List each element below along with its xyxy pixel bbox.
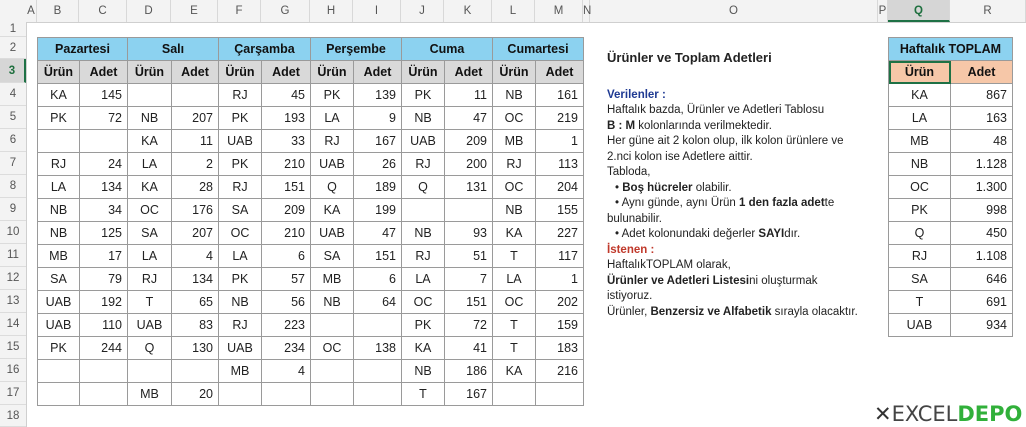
product-cell[interactable]: UAB: [38, 291, 80, 314]
product-cell[interactable]: OC: [493, 291, 536, 314]
product-cell[interactable]: PK: [402, 84, 445, 107]
product-cell[interactable]: MB: [493, 130, 536, 153]
quantity-cell[interactable]: 202: [536, 291, 584, 314]
quantity-cell[interactable]: 130: [172, 337, 219, 360]
quantity-cell[interactable]: 11: [172, 130, 219, 153]
quantity-cell[interactable]: 200: [445, 153, 493, 176]
product-cell[interactable]: LA: [493, 268, 536, 291]
quantity-cell[interactable]: 167: [354, 130, 402, 153]
product-cell[interactable]: T: [402, 383, 445, 406]
note-line: 2.nci kolon ise Adetlere aittir.: [607, 150, 753, 163]
product-cell[interactable]: NB: [219, 291, 262, 314]
column-header-k[interactable]: K: [444, 0, 492, 22]
row-header-13[interactable]: 13: [0, 290, 26, 313]
instructions-panel: [607, 50, 877, 320]
row-header-7[interactable]: 7: [0, 152, 26, 175]
quantity-cell[interactable]: 192: [80, 291, 128, 314]
column-header-o[interactable]: O: [590, 0, 878, 22]
row-header-9[interactable]: 9: [0, 198, 26, 221]
product-cell[interactable]: NB: [402, 360, 445, 383]
total-quantity-cell[interactable]: 163: [951, 107, 1013, 130]
product-cell[interactable]: [311, 360, 354, 383]
quantity-cell[interactable]: 20: [172, 383, 219, 406]
total-quantity-cell[interactable]: 450: [951, 222, 1013, 245]
row-header-bar: [0, 22, 27, 427]
column-header-g[interactable]: G: [261, 0, 310, 22]
adet-column-header[interactable]: Adet: [172, 61, 219, 84]
quantity-cell[interactable]: 1: [536, 130, 584, 153]
quantity-cell[interactable]: 4: [262, 360, 311, 383]
product-cell[interactable]: PK: [38, 107, 80, 130]
product-cell[interactable]: [493, 383, 536, 406]
product-cell[interactable]: RJ: [38, 153, 80, 176]
total-product-cell[interactable]: NB: [889, 153, 951, 176]
quantity-cell[interactable]: 56: [262, 291, 311, 314]
product-cell[interactable]: LA: [311, 107, 354, 130]
total-product-cell[interactable]: SA: [889, 268, 951, 291]
column-header-f[interactable]: F: [218, 0, 261, 22]
product-cell[interactable]: OC: [493, 107, 536, 130]
adet-column-header[interactable]: Adet: [262, 61, 311, 84]
quantity-cell[interactable]: 2: [172, 153, 219, 176]
given-label: Verilenler :: [607, 88, 666, 101]
total-quantity-cell[interactable]: 1.128: [951, 153, 1013, 176]
total-quantity-cell[interactable]: 691: [951, 291, 1013, 314]
table-row: [38, 199, 584, 222]
column-header-r[interactable]: R: [950, 0, 1026, 22]
product-cell[interactable]: UAB: [311, 222, 354, 245]
quantity-cell[interactable]: 234: [262, 337, 311, 360]
quantity-cell[interactable]: 113: [536, 153, 584, 176]
product-cell[interactable]: NB: [402, 222, 445, 245]
product-cell[interactable]: OC: [311, 337, 354, 360]
product-cell[interactable]: UAB: [128, 314, 172, 337]
product-cell[interactable]: T: [493, 337, 536, 360]
row-header-3[interactable]: 3: [0, 59, 26, 83]
product-cell[interactable]: MB: [311, 268, 354, 291]
total-quantity-cell[interactable]: 998: [951, 199, 1013, 222]
product-cell[interactable]: [402, 199, 445, 222]
quantity-cell[interactable]: [80, 130, 128, 153]
note-bullet: • Boş hücreler olabilir.: [615, 181, 732, 194]
quantity-cell[interactable]: 207: [172, 107, 219, 130]
quantity-cell[interactable]: 11: [445, 84, 493, 107]
product-cell[interactable]: OC: [402, 291, 445, 314]
column-header-d[interactable]: D: [127, 0, 171, 22]
column-header-l[interactable]: L: [492, 0, 535, 22]
product-cell[interactable]: KA: [128, 130, 172, 153]
product-cell[interactable]: UAB: [402, 130, 445, 153]
quantity-cell[interactable]: 209: [445, 130, 493, 153]
quantity-cell[interactable]: 134: [80, 176, 128, 199]
quantity-cell[interactable]: [80, 383, 128, 406]
total-quantity-cell[interactable]: 934: [951, 314, 1013, 337]
table-row: [38, 222, 584, 245]
quantity-cell[interactable]: 93: [445, 222, 493, 245]
quantity-cell[interactable]: 159: [536, 314, 584, 337]
total-row: [889, 268, 1013, 291]
note-line: Tabloda,: [607, 166, 651, 178]
quantity-cell[interactable]: 204: [536, 176, 584, 199]
row-header-4[interactable]: 4: [0, 83, 26, 106]
quantity-cell[interactable]: 134: [172, 268, 219, 291]
note-line: istiyoruz.: [607, 290, 653, 302]
table-row: [38, 268, 584, 291]
total-row: [889, 153, 1013, 176]
product-cell[interactable]: NB: [38, 199, 80, 222]
column-header-p[interactable]: P: [878, 0, 888, 22]
excel-depo-logo: [874, 402, 1022, 426]
total-product-cell[interactable]: KA: [889, 84, 951, 107]
quantity-cell[interactable]: 7: [445, 268, 493, 291]
product-cell[interactable]: RJ: [311, 130, 354, 153]
quantity-cell[interactable]: 83: [172, 314, 219, 337]
quantity-cell[interactable]: 193: [262, 107, 311, 130]
row-header-1[interactable]: 1: [0, 22, 26, 37]
urun-column-header[interactable]: Ürün: [128, 61, 172, 84]
quantity-cell[interactable]: [354, 314, 402, 337]
total-quantity-cell[interactable]: 48: [951, 130, 1013, 153]
row-header-5[interactable]: 5: [0, 106, 26, 129]
total-row: [889, 130, 1013, 153]
product-cell[interactable]: RJ: [402, 153, 445, 176]
product-cell[interactable]: UAB: [219, 130, 262, 153]
quantity-cell[interactable]: 41: [445, 337, 493, 360]
product-cell[interactable]: RJ: [493, 153, 536, 176]
row-header-11[interactable]: 11: [0, 244, 26, 267]
quantity-cell[interactable]: 6: [262, 245, 311, 268]
quantity-cell[interactable]: [536, 383, 584, 406]
total-row: [889, 291, 1013, 314]
quantity-cell[interactable]: 219: [536, 107, 584, 130]
table-row: [38, 314, 584, 337]
row-header-12[interactable]: 12: [0, 267, 26, 290]
column-header-j[interactable]: J: [401, 0, 444, 22]
product-cell[interactable]: KA: [402, 337, 445, 360]
product-cell[interactable]: UAB: [311, 153, 354, 176]
quantity-cell[interactable]: 51: [445, 245, 493, 268]
note-line: Her güne ait 2 kolon olup, ilk kolon ürünlere ve: [607, 135, 844, 147]
product-cell[interactable]: RJ: [219, 84, 262, 107]
quantity-cell[interactable]: 28: [172, 176, 219, 199]
quantity-cell[interactable]: 4: [172, 245, 219, 268]
table-row: [38, 176, 584, 199]
product-cell[interactable]: SA: [38, 268, 80, 291]
product-cell[interactable]: SA: [128, 222, 172, 245]
quantity-cell[interactable]: 79: [80, 268, 128, 291]
urun-column-header[interactable]: Ürün: [219, 61, 262, 84]
product-cell[interactable]: NB: [493, 84, 536, 107]
quantity-cell[interactable]: 47: [445, 107, 493, 130]
column-header-a[interactable]: A: [26, 0, 37, 22]
quantity-cell[interactable]: 110: [80, 314, 128, 337]
row-header-6[interactable]: 6: [0, 129, 26, 152]
product-cell[interactable]: NB: [493, 199, 536, 222]
quantity-cell[interactable]: 210: [262, 222, 311, 245]
product-cell[interactable]: Q: [311, 176, 354, 199]
quantity-cell[interactable]: [172, 360, 219, 383]
quantity-cell[interactable]: 145: [80, 84, 128, 107]
quantity-cell[interactable]: 151: [445, 291, 493, 314]
note-line: Haftalık bazda, Ürünler ve Adetleri Tablosu: [607, 104, 825, 116]
product-cell[interactable]: Q: [402, 176, 445, 199]
quantity-cell[interactable]: 131: [445, 176, 493, 199]
adet-column-header[interactable]: Adet: [80, 61, 128, 84]
column-header-h[interactable]: H: [310, 0, 353, 22]
asked-label: İstenen :: [607, 243, 655, 256]
note-bullet: • Adet kolonundaki değerler SAYIdır.: [615, 228, 801, 240]
product-cell[interactable]: UAB: [219, 337, 262, 360]
day-header[interactable]: Salı: [128, 38, 219, 61]
product-cell[interactable]: [311, 383, 354, 406]
row-header-14[interactable]: 14: [0, 313, 26, 336]
total-row: [889, 314, 1013, 337]
total-product-cell[interactable]: OC: [889, 176, 951, 199]
product-cell[interactable]: MB: [219, 360, 262, 383]
table-row: [38, 245, 584, 268]
adet-column-header[interactable]: Adet: [536, 61, 584, 84]
logo-excel-text: EXCEL: [891, 402, 958, 426]
product-cell[interactable]: T: [128, 291, 172, 314]
quantity-cell[interactable]: 183: [536, 337, 584, 360]
product-cell[interactable]: [128, 84, 172, 107]
note-line: HaftalıkTOPLAM olarak,: [607, 259, 731, 271]
product-cell[interactable]: LA: [128, 153, 172, 176]
day-header[interactable]: Pazartesi: [38, 38, 128, 61]
total-product-cell[interactable]: T: [889, 291, 951, 314]
adet-column-header[interactable]: Adet: [445, 61, 493, 84]
total-quantity-cell[interactable]: 867: [951, 84, 1013, 107]
product-cell[interactable]: SA: [219, 199, 262, 222]
product-cell[interactable]: LA: [402, 268, 445, 291]
notes-title: Ürünler ve Toplam Adetleri: [607, 50, 772, 65]
product-cell[interactable]: LA: [219, 245, 262, 268]
quantity-cell[interactable]: 125: [80, 222, 128, 245]
column-header-q[interactable]: Q: [888, 0, 950, 22]
day-header[interactable]: Cuma: [402, 38, 493, 61]
quantity-cell[interactable]: 138: [354, 337, 402, 360]
quantity-cell[interactable]: 6: [354, 268, 402, 291]
quantity-cell[interactable]: 47: [354, 222, 402, 245]
total-row: [889, 176, 1013, 199]
product-cell[interactable]: [219, 383, 262, 406]
product-cell[interactable]: T: [493, 314, 536, 337]
quantity-cell[interactable]: 199: [354, 199, 402, 222]
product-cell[interactable]: NB: [38, 222, 80, 245]
note-line: Ürünler, Benzersiz ve Alfabetik sırayla olacaktır.: [607, 305, 858, 318]
total-product-cell[interactable]: UAB: [889, 314, 951, 337]
product-cell[interactable]: PK: [402, 314, 445, 337]
product-cell[interactable]: [38, 360, 80, 383]
product-cell[interactable]: [311, 314, 354, 337]
row-header-16[interactable]: 16: [0, 359, 26, 382]
total-row: [889, 199, 1013, 222]
day-header[interactable]: Perşembe: [311, 38, 402, 61]
quantity-cell[interactable]: 34: [80, 199, 128, 222]
quantity-cell[interactable]: 24: [80, 153, 128, 176]
quantity-cell[interactable]: 1: [536, 268, 584, 291]
quantity-cell[interactable]: [172, 84, 219, 107]
total-product-cell[interactable]: Q: [889, 222, 951, 245]
note-line: bulunabilir.: [607, 212, 662, 225]
product-cell[interactable]: OC: [493, 176, 536, 199]
quantity-cell[interactable]: 227: [536, 222, 584, 245]
quantity-cell[interactable]: 176: [172, 199, 219, 222]
product-cell[interactable]: [128, 360, 172, 383]
table-row: [38, 360, 584, 383]
quantity-cell[interactable]: 72: [80, 107, 128, 130]
total-row: [889, 245, 1013, 268]
product-cell[interactable]: RJ: [128, 268, 172, 291]
product-cell[interactable]: LA: [38, 176, 80, 199]
total-row: [889, 107, 1013, 130]
total-product-cell[interactable]: RJ: [889, 245, 951, 268]
quantity-cell[interactable]: 244: [80, 337, 128, 360]
quantity-cell[interactable]: 155: [536, 199, 584, 222]
day-header[interactable]: Çarşamba: [219, 38, 311, 61]
total-adet-header[interactable]: Adet: [951, 61, 1013, 84]
product-cell[interactable]: MB: [38, 245, 80, 268]
product-cell[interactable]: Q: [128, 337, 172, 360]
product-cell[interactable]: PK: [219, 107, 262, 130]
column-header-b[interactable]: B: [37, 0, 79, 22]
total-urun-header[interactable]: Ürün: [889, 61, 951, 84]
row-header-10[interactable]: 10: [0, 221, 26, 244]
product-cell[interactable]: PK: [219, 268, 262, 291]
product-cell[interactable]: NB: [311, 291, 354, 314]
table-row: [38, 84, 584, 107]
row-header-8[interactable]: 8: [0, 175, 26, 198]
column-header-i[interactable]: I: [353, 0, 401, 22]
quantity-cell[interactable]: 57: [262, 268, 311, 291]
table-row: [38, 153, 584, 176]
column-header-bar: [0, 0, 1026, 23]
quantity-cell[interactable]: 117: [536, 245, 584, 268]
table-row: [38, 337, 584, 360]
day-header[interactable]: Cumartesi: [493, 38, 584, 61]
quantity-cell[interactable]: 186: [445, 360, 493, 383]
quantity-cell[interactable]: 207: [172, 222, 219, 245]
quantity-cell[interactable]: 223: [262, 314, 311, 337]
urun-column-header[interactable]: Ürün: [493, 61, 536, 84]
quantity-cell[interactable]: [445, 199, 493, 222]
weekly-product-table: [37, 37, 584, 406]
row-header-17[interactable]: 17: [0, 382, 26, 405]
product-cell[interactable]: [38, 383, 80, 406]
quantity-cell[interactable]: 151: [354, 245, 402, 268]
quantity-cell[interactable]: [354, 383, 402, 406]
quantity-cell[interactable]: 189: [354, 176, 402, 199]
product-cell[interactable]: RJ: [219, 176, 262, 199]
product-cell[interactable]: UAB: [38, 314, 80, 337]
quantity-cell[interactable]: [354, 360, 402, 383]
total-row: [889, 84, 1013, 107]
table-row: [38, 107, 584, 130]
logo-depo-text: DEPO: [957, 402, 1023, 426]
product-cell[interactable]: KA: [38, 84, 80, 107]
product-cell[interactable]: KA: [311, 199, 354, 222]
quantity-cell[interactable]: [80, 360, 128, 383]
quantity-cell[interactable]: 216: [536, 360, 584, 383]
product-cell[interactable]: T: [493, 245, 536, 268]
table-row: [38, 291, 584, 314]
product-cell[interactable]: KA: [493, 360, 536, 383]
quantity-cell[interactable]: [262, 383, 311, 406]
product-cell[interactable]: [38, 130, 80, 153]
quantity-cell[interactable]: 26: [354, 153, 402, 176]
quantity-cell[interactable]: 17: [80, 245, 128, 268]
urun-column-header[interactable]: Ürün: [38, 61, 80, 84]
quantity-cell[interactable]: 161: [536, 84, 584, 107]
quantity-cell[interactable]: 209: [262, 199, 311, 222]
quantity-cell[interactable]: 65: [172, 291, 219, 314]
product-cell[interactable]: NB: [128, 107, 172, 130]
table-row: [38, 130, 584, 153]
note-bullet: • Aynı günde, aynı Ürün 1 den fazla adette: [615, 197, 835, 209]
product-cell[interactable]: RJ: [402, 245, 445, 268]
row-header-15[interactable]: 15: [0, 336, 26, 359]
table-row: [38, 383, 584, 406]
quantity-cell[interactable]: 33: [262, 130, 311, 153]
quantity-cell[interactable]: 9: [354, 107, 402, 130]
adet-column-header[interactable]: Adet: [354, 61, 402, 84]
total-quantity-cell[interactable]: 1.300: [951, 176, 1013, 199]
total-quantity-cell[interactable]: 1.108: [951, 245, 1013, 268]
column-header-m[interactable]: M: [535, 0, 583, 22]
column-header-e[interactable]: E: [171, 0, 218, 22]
quantity-cell[interactable]: 45: [262, 84, 311, 107]
product-cell[interactable]: MB: [128, 383, 172, 406]
quantity-cell[interactable]: 139: [354, 84, 402, 107]
urun-column-header[interactable]: Ürün: [402, 61, 445, 84]
total-title[interactable]: Haftalık TOPLAM: [889, 38, 1013, 61]
note-line: B : M kolonlarında verilmektedir.: [607, 119, 772, 132]
product-cell[interactable]: RJ: [219, 314, 262, 337]
product-cell[interactable]: PK: [311, 84, 354, 107]
product-cell[interactable]: PK: [38, 337, 80, 360]
product-cell[interactable]: LA: [128, 245, 172, 268]
product-cell[interactable]: KA: [493, 222, 536, 245]
total-row: [889, 222, 1013, 245]
product-cell[interactable]: OC: [219, 222, 262, 245]
row-header-2[interactable]: 2: [0, 37, 26, 59]
quantity-cell[interactable]: 167: [445, 383, 493, 406]
product-cell[interactable]: SA: [311, 245, 354, 268]
row-header-18[interactable]: 18: [0, 405, 26, 427]
quantity-cell[interactable]: 72: [445, 314, 493, 337]
quantity-cell[interactable]: 210: [262, 153, 311, 176]
total-product-cell[interactable]: LA: [889, 107, 951, 130]
logo-x-icon: ✕: [874, 402, 892, 426]
product-cell[interactable]: OC: [128, 199, 172, 222]
total-quantity-cell[interactable]: 646: [951, 268, 1013, 291]
note-line: Ürünler ve Adetleri Listesini oluşturmak: [607, 274, 818, 287]
quantity-cell[interactable]: 151: [262, 176, 311, 199]
urun-column-header[interactable]: Ürün: [311, 61, 354, 84]
column-header-n[interactable]: N: [583, 0, 590, 22]
total-product-cell[interactable]: PK: [889, 199, 951, 222]
total-product-cell[interactable]: MB: [889, 130, 951, 153]
product-cell[interactable]: PK: [219, 153, 262, 176]
product-cell[interactable]: NB: [402, 107, 445, 130]
column-header-c[interactable]: C: [79, 0, 127, 22]
weekly-total-table: [888, 37, 1013, 337]
quantity-cell[interactable]: 64: [354, 291, 402, 314]
product-cell[interactable]: KA: [128, 176, 172, 199]
